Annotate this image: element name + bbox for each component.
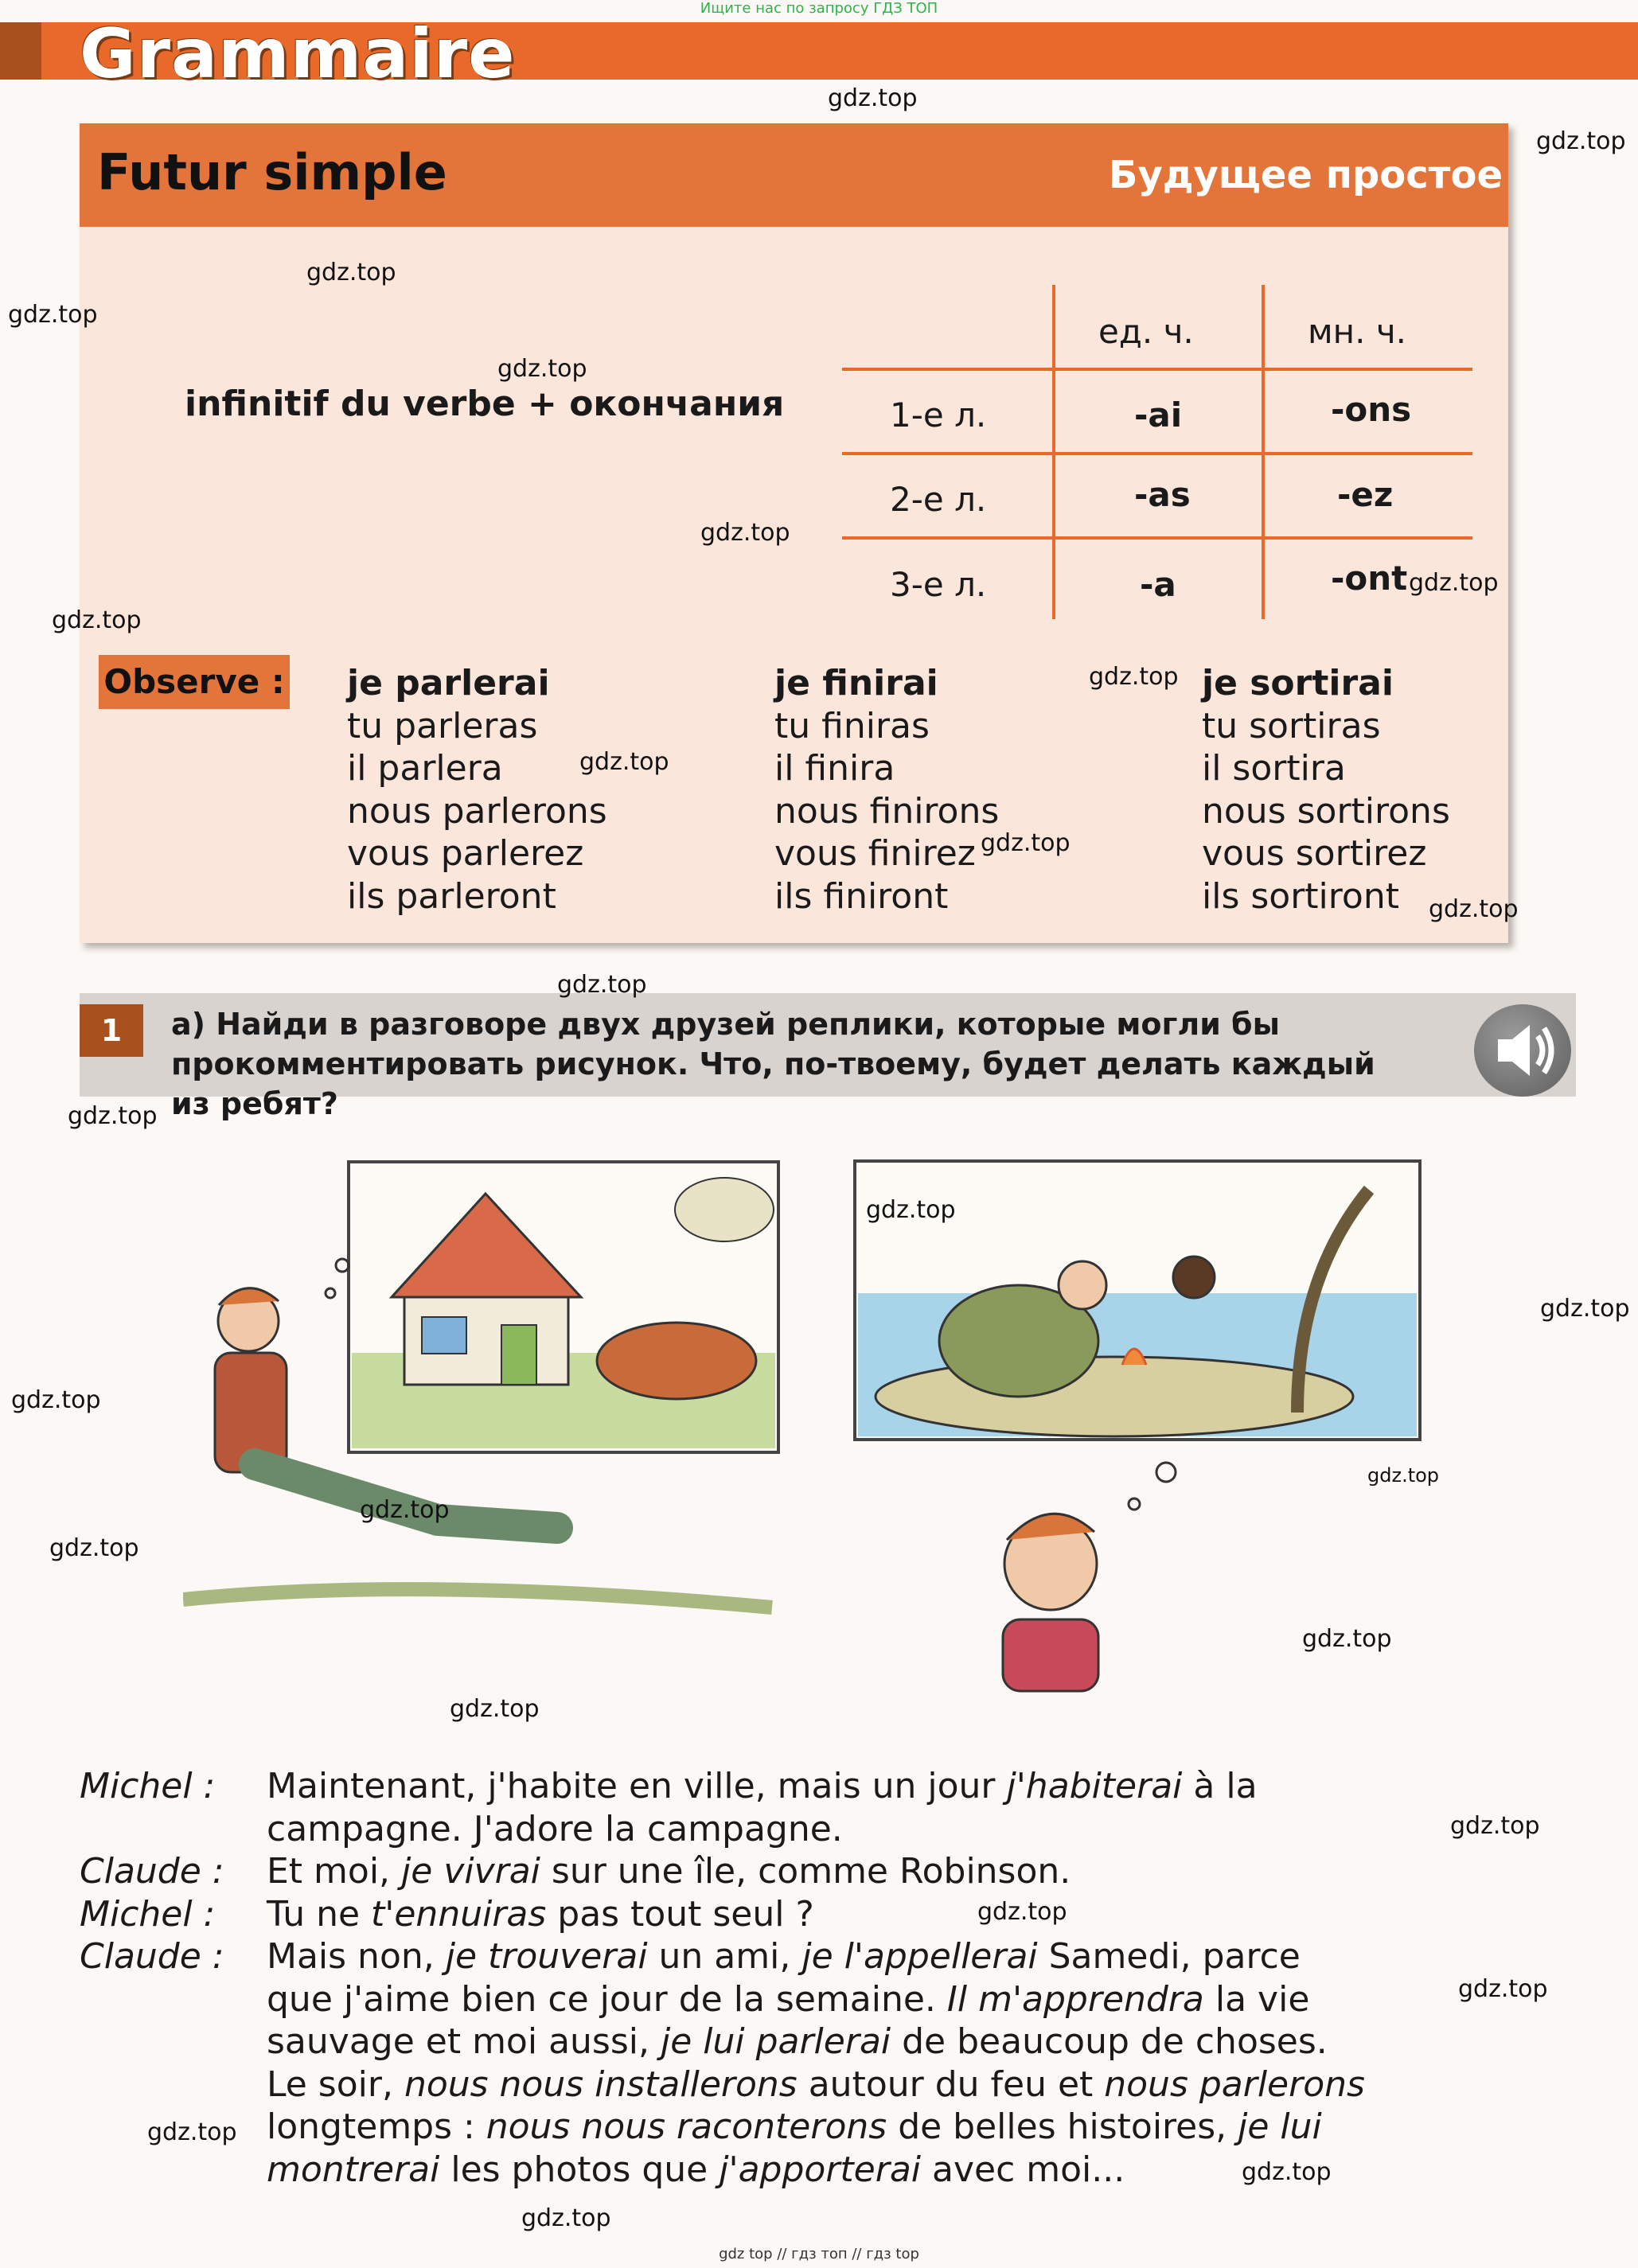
- header-accent: [0, 22, 41, 80]
- futur-verb: je lui: [1238, 2106, 1322, 2147]
- futur-verb: j'habiterai: [1006, 1766, 1183, 1806]
- watermark: gdz.top: [450, 1695, 540, 1723]
- thought-bubble: [1156, 1463, 1176, 1482]
- table-person: 1-е л.: [890, 396, 987, 435]
- house-window: [422, 1317, 466, 1354]
- cloud: [675, 1178, 774, 1241]
- conjugation-line: vous sortirez: [1202, 833, 1427, 874]
- dialogue-text: [267, 1765, 1258, 1808]
- dialogue-line: [80, 2106, 1528, 2149]
- table-ending: -as: [1134, 475, 1191, 514]
- futur-verb: Il m'apprendra: [946, 1978, 1204, 2020]
- text-segment: que j'aime bien ce jour de la semaine.: [267, 1978, 947, 2020]
- dialogue-line: [80, 1978, 1528, 2021]
- watermark: gdz.top: [1089, 663, 1179, 691]
- conjugation-line: il parlera: [347, 748, 503, 789]
- futur-verb: montrerai: [267, 2149, 440, 2190]
- conjugation-finir: [774, 662, 999, 918]
- dialogue-line: [80, 1765, 1528, 1808]
- text-segment: campagne. J'adore la campagne.: [267, 1808, 843, 1849]
- conjugation-line: il sortira: [1202, 748, 1346, 789]
- grammar-title: Futur simple: [97, 143, 447, 201]
- thought-bubble: [336, 1259, 349, 1272]
- conjugation-line: ils finiront: [774, 875, 949, 917]
- friend-head: [1173, 1257, 1215, 1298]
- table-divider: [842, 536, 1472, 540]
- text-segment: de belles histoires,: [887, 2106, 1238, 2147]
- dialogue-line: [80, 1850, 1528, 1893]
- watermark: gdz.top: [828, 84, 918, 112]
- audio-speaker-icon[interactable]: [1474, 1004, 1571, 1097]
- conjugation-line: nous finirons: [774, 790, 1000, 832]
- table-person: 3-е л.: [890, 565, 987, 604]
- grammar-title-ru: Будущее простое: [1108, 153, 1503, 197]
- futur-verb: nous parlerons: [1104, 2063, 1365, 2105]
- watermark: gdz.top: [497, 355, 587, 383]
- dialogue-text: [267, 2063, 1365, 2106]
- text-segment: un ami,: [647, 1936, 802, 1977]
- dialogue-text: [267, 1978, 1309, 2021]
- futur-verb: j'apporterai: [719, 2149, 922, 2190]
- exercise-number: 1: [80, 1004, 143, 1057]
- table-divider: [842, 452, 1472, 455]
- watermark: gdz.top: [8, 301, 98, 329]
- dialogue: [80, 1765, 1528, 2191]
- bottom-note: gdz top // гдз топ // гдз top: [719, 2246, 919, 2262]
- watermark: gdz.top: [1536, 127, 1626, 155]
- watermark: gdz.top: [1409, 569, 1499, 597]
- watermark: gdz.top: [11, 1386, 101, 1414]
- table-ending: -a: [1140, 565, 1176, 604]
- text-segment: à la: [1182, 1766, 1258, 1806]
- speaker-name: Michel :: [80, 1893, 216, 1935]
- futur-verb: je trouverai: [445, 1936, 648, 1977]
- text-segment: sur une île, comme Robinson.: [540, 1851, 1071, 1892]
- text-segment: Mais non,: [267, 1936, 446, 1977]
- dialogue-text: [267, 2106, 1322, 2149]
- watermark: gdz.top: [557, 971, 647, 999]
- text-segment: avec moi...: [921, 2149, 1125, 2190]
- watermark: gdz.top: [1367, 1464, 1440, 1487]
- speaker-name: Claude :: [80, 1851, 224, 1892]
- dialogue-text: [267, 1935, 1301, 1978]
- illustration-countryside-dream: [183, 1154, 788, 1671]
- exercise-instruction: a) Найди в разговоре двух друзей реплики, которые могли бы прокомментировать рисунок. Что, по-твоему, будет делать каждый из ребят?: [171, 1007, 1375, 1121]
- column-header-plural: мн. ч.: [1308, 312, 1407, 351]
- cow: [597, 1323, 756, 1399]
- table-ending: -ont: [1331, 559, 1408, 598]
- watermark: gdz.top: [1429, 895, 1519, 923]
- speaker-name: [80, 2021, 267, 2063]
- text-segment: Et moi,: [267, 1851, 402, 1892]
- illustration-island-dream: [852, 1158, 1425, 1699]
- speaker-name: [80, 1978, 267, 2021]
- watermark: gdz.top: [977, 1898, 1067, 1926]
- watermark: gdz.top: [521, 2204, 611, 2232]
- watermark: gdz.top: [147, 2118, 237, 2146]
- text-segment: les photos que: [439, 2149, 720, 2190]
- conjugation-sortir: [1202, 662, 1450, 918]
- table-ending: -ez: [1337, 475, 1394, 514]
- conjugation-line: nous sortirons: [1202, 790, 1450, 832]
- watermark: gdz.top: [52, 606, 142, 634]
- conjugation-line: ils parleront: [347, 875, 556, 917]
- watermark: gdz.top: [1450, 1812, 1540, 1840]
- table-divider: [842, 368, 1472, 371]
- watermark: gdz.top: [306, 259, 396, 286]
- dialogue-text: [267, 1850, 1071, 1893]
- top-note: Ищите нас по запросу ГДЗ ТОП: [700, 0, 938, 17]
- conjugation-line: je sortirai: [1202, 663, 1394, 703]
- conjugation-line: tu finiras: [774, 705, 930, 746]
- text-segment: de beaucoup de choses.: [891, 2021, 1328, 2062]
- dialogue-line: [80, 1935, 1528, 1978]
- dialogue-line: [80, 2063, 1528, 2106]
- futur-verb: nous nous installerons: [404, 2063, 798, 2105]
- dialogue-text: [267, 2149, 1125, 2192]
- conjugation-line: ils sortiront: [1202, 875, 1399, 917]
- observe-label: Observe :: [99, 655, 290, 709]
- table-ending: -ons: [1331, 390, 1412, 429]
- text-segment: Tu ne: [267, 1893, 372, 1935]
- conjugation-line: nous parlerons: [347, 790, 607, 832]
- text-segment: Le soir,: [267, 2063, 404, 2105]
- watermark: gdz.top: [981, 829, 1071, 857]
- watermark: gdz.top: [1242, 2158, 1332, 2186]
- conjugation-line: tu sortiras: [1202, 705, 1381, 746]
- dialogue-line: [80, 1893, 1528, 1936]
- thought-bubble: [1129, 1498, 1140, 1510]
- futur-verb: je vivrai: [401, 1851, 540, 1892]
- dialogue-text: [267, 1893, 814, 1936]
- section-title: Grammaire: [80, 14, 516, 94]
- watermark: gdz.top: [1302, 1625, 1392, 1653]
- thought-bubble: [326, 1288, 335, 1298]
- futur-verb: je l'appellerai: [801, 1936, 1038, 1977]
- dialogue-text: [267, 2021, 1328, 2063]
- ground: [183, 1589, 772, 1607]
- conjugation-parler: [347, 662, 607, 918]
- text-segment: Maintenant, j'habite en ville, mais un jour: [267, 1766, 1007, 1806]
- claude-dream-head: [1059, 1261, 1106, 1309]
- conjugation-line: tu parleras: [347, 705, 538, 746]
- text-segment: pas tout seul ?: [546, 1893, 814, 1935]
- watermark: gdz.top: [49, 1534, 139, 1562]
- futur-verb: nous nous raconterons: [486, 2106, 887, 2147]
- watermark: gdz.top: [866, 1196, 956, 1224]
- speaker-name: [80, 1808, 267, 1851]
- dialogue-line: [80, 1808, 1528, 1851]
- island: [876, 1357, 1353, 1436]
- speaker-name: [80, 2149, 267, 2192]
- text-segment: sauvage et moi aussi,: [267, 2021, 661, 2062]
- boy-shirt: [1003, 1619, 1098, 1691]
- conjugation-line: je finirai: [774, 663, 938, 703]
- house-door: [501, 1325, 536, 1385]
- futur-verb: t'ennuiras: [371, 1893, 547, 1935]
- conjugation-line: vous finirez: [774, 833, 976, 874]
- watermark: gdz.top: [700, 519, 790, 547]
- speaker-name: Michel :: [80, 1766, 216, 1806]
- table-ending: -ai: [1134, 396, 1183, 435]
- dialogue-line: [80, 2021, 1528, 2063]
- conjugation-line: vous parlerez: [347, 833, 584, 874]
- text-segment: Samedi, parce: [1037, 1936, 1301, 1977]
- futur-verb: je lui parlerai: [660, 2021, 891, 2062]
- dialogue-body: [80, 1765, 1528, 2191]
- dialogue-text: [267, 1808, 843, 1851]
- conjugation-line: il finira: [774, 748, 895, 789]
- table-person: 2-е л.: [890, 480, 987, 519]
- watermark: gdz.top: [360, 1496, 450, 1524]
- column-header-singular: ед. ч.: [1098, 312, 1194, 351]
- text-segment: la vie: [1203, 1978, 1310, 2020]
- watermark: gdz.top: [1540, 1295, 1630, 1323]
- text-segment: autour du feu et: [797, 2063, 1105, 2105]
- watermark: gdz.top: [68, 1102, 158, 1130]
- grammar-rule: infinitif du verbe + окончания: [185, 384, 785, 424]
- watermark: gdz.top: [1458, 1975, 1548, 2003]
- watermark: gdz.top: [579, 748, 669, 776]
- text-segment: longtemps :: [267, 2106, 486, 2147]
- conjugation-line: je parlerai: [347, 663, 550, 703]
- speaker-name: [80, 2063, 267, 2106]
- speaker-name: Claude :: [80, 1936, 224, 1977]
